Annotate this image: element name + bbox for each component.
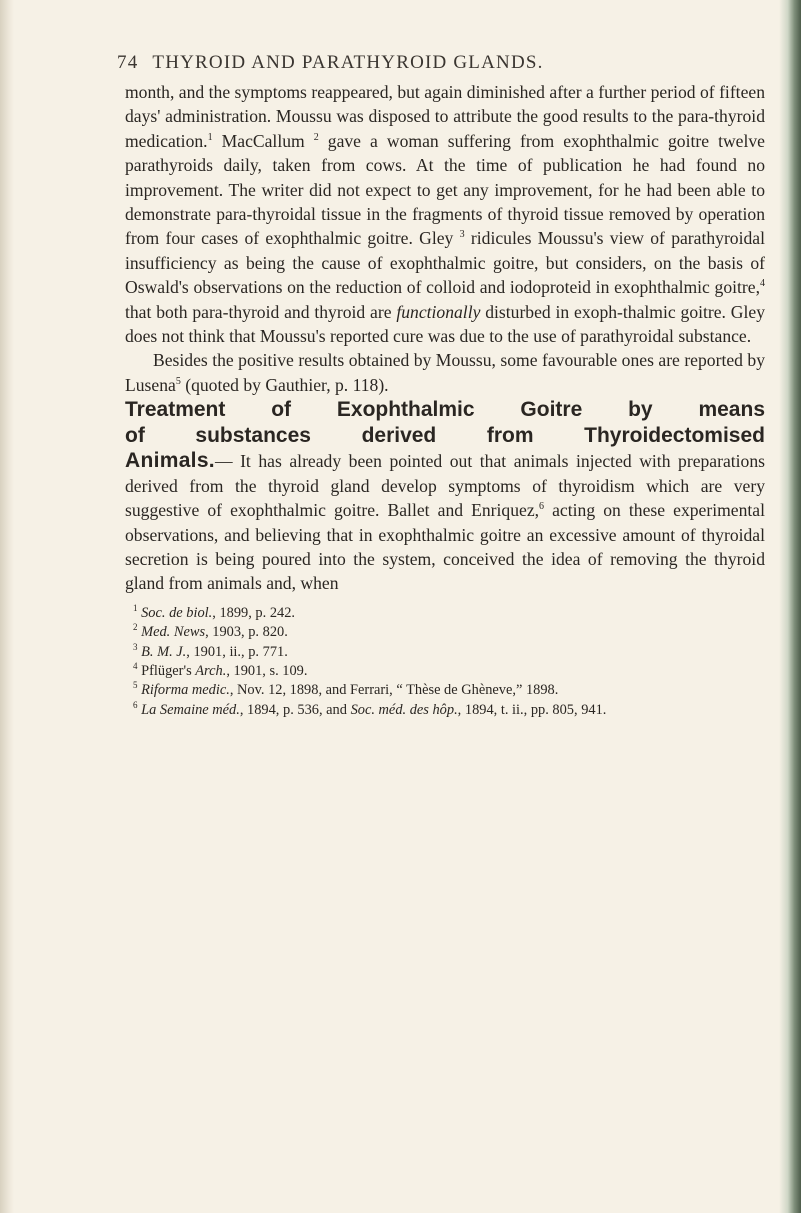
paragraph-1: month, and the symptoms reappeared, but again diminished after a further period of fifteen days' administration. Moussu was disposed to attribute the good results to the para-thyroid medication.$^1$ MacCallum $^2$ gave a woman suffering from exophthalmic goitre twelve parathyroids daily, taken from cows. At the time of publication he had found no improvement. The writer did not expect to get any improvement, for he had been able to demonstrate para-thyroidal tissue in the fragments of thyroid tissue removed by operation from four cases of exophthalmic goitre. Gley $^3$ ridicules Moussu's view of parathyroidal insufficiency as being the cause of exophthalmic goitre, but considers, on the basis of Oswald's observations on the reduction of colloid and iodoproteid in exophthalmic goitre,$^4$ that both para-thyroid and thyroid are functionally disturbed in exoph-thalmic goitre. Gley does not think that Moussu's reported cure was due to the use of parathyroidal substance. [125, 82, 765, 347]
paragraph-2: Besides the positive results obtained by Moussu, some favourable ones are reported by Lusena$^5$ (quoted by Gauthier, p. 118). [125, 350, 765, 395]
footnote-ref-4[interactable]: 4 [760, 278, 765, 290]
footnote-ref-6[interactable]: 6 [539, 501, 545, 513]
footnotes [125, 604, 765, 720]
footnote-1: $^1$ Soc. de biol., 1899, p. 242. [133, 602, 295, 621]
running-header [117, 52, 765, 74]
page-title: THYROID AND PARATHYROID GLANDS. [152, 52, 544, 73]
footnote-ref-1[interactable]: 1 [207, 131, 213, 143]
page-content [117, 52, 765, 720]
footnote-ref-2[interactable]: 2 [313, 131, 319, 143]
section-heading-end: Animals. [125, 449, 215, 473]
page-edge-left [0, 0, 14, 1213]
footnote-ref-3[interactable]: 3 [459, 229, 465, 241]
page-edge-right [779, 0, 801, 1213]
footnote-5: $^5$ Riforma medic., Nov. 12, 1898, and Ferrari, “ Thèse de Ghèneve,” 1898. [133, 680, 559, 699]
footnote-6: $^6$ La Semaine méd., 1894, p. 536, and Soc. méd. des hôp., 1894, t. ii., pp. 805, 941. [133, 699, 607, 718]
page-number: 74 [117, 52, 139, 73]
footnote-ref-5[interactable]: 5 [175, 376, 181, 388]
footnote-2: $^2$ Med. News, 1903, p. 820. [133, 622, 288, 641]
paragraph-3: Animals.— It has already been pointed out that animals injected with preparations derived from the thyroid gland develop symptoms of thyroidism which are very suggestive of exophthalmic goitre. Ballet and Enriquez,$^6$ acting on these experimental observations, and believing that in exophthalmic goitre an excessive amount of thyroidal secretion is being poured into the system, conceived the idea of removing the thyroid gland from animals and, when [125, 449, 765, 594]
section-heading-line-2: of substances derived from Thyroidectomised [125, 424, 765, 448]
footnote-3: $^3$ B. M. J., 1901, ii., p. 771. [133, 641, 288, 660]
section-heading-line-1: Treatment of Exophthalmic Goitre by means [125, 398, 765, 422]
footnote-4: $^4$ Pflüger's Arch., 1901, s. 109. [133, 661, 308, 679]
emphasis-functionally: functionally [396, 301, 481, 322]
